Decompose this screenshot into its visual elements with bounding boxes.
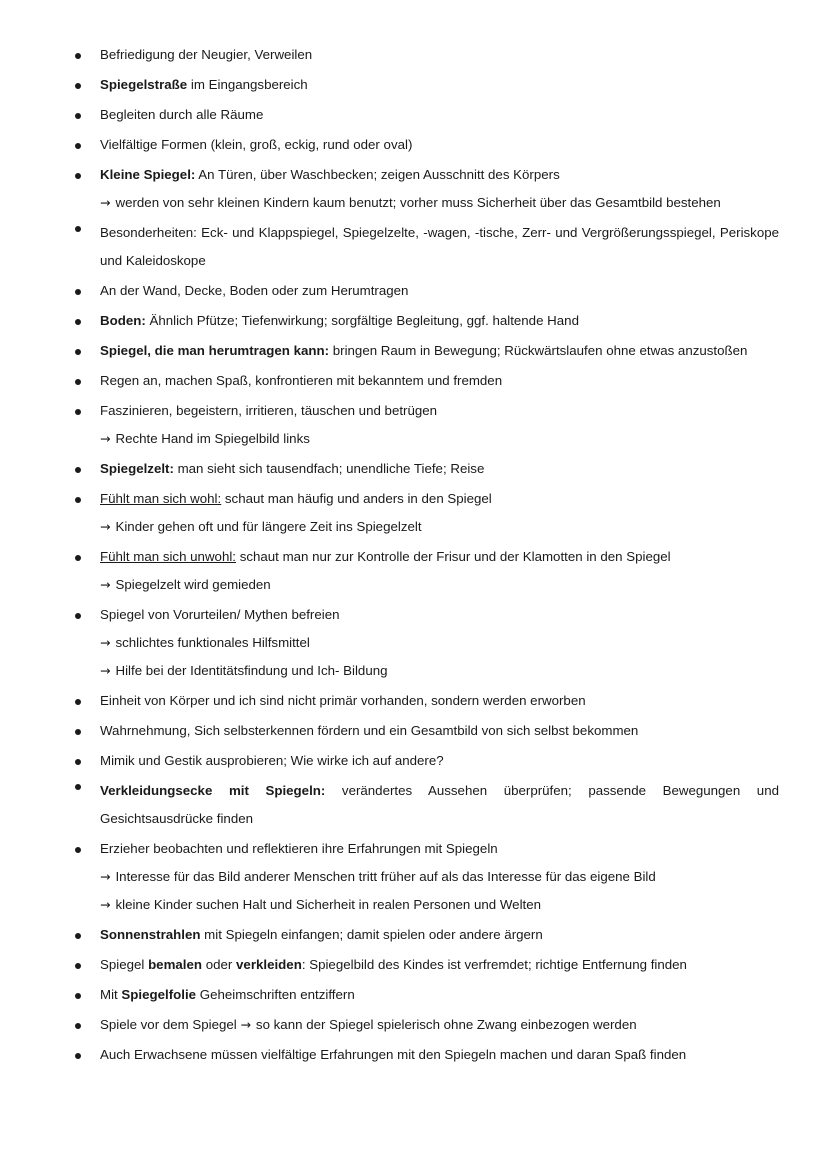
list-item [0, 136, 828, 154]
bullet-icon [75, 226, 81, 232]
list-item [0, 1016, 828, 1034]
arrow-icon: → [100, 897, 111, 912]
list-item-text [100, 956, 779, 974]
sub-item [100, 662, 779, 680]
bold-term: Spiegelfolie [121, 987, 197, 1002]
list-item-text [100, 372, 779, 390]
sub-item [100, 518, 779, 536]
text-segment: Erzieher beobachten und reflektieren ihre Erfahrungen mit Spiegeln [100, 841, 498, 856]
text-segment: Spiele vor dem Spiegel [100, 1017, 241, 1032]
list-item [0, 282, 828, 300]
list-item-text [100, 219, 779, 275]
bullet-icon [75, 847, 81, 853]
list-item [0, 777, 828, 833]
list-item [0, 956, 828, 974]
sub-item [100, 576, 779, 594]
list-item-text [100, 777, 779, 833]
arrow-icon: → [100, 195, 111, 210]
list-item-text [100, 548, 779, 566]
text-segment: Mimik und Gestik ausprobieren; Wie wirke ich auf andere? [100, 753, 444, 768]
bullet-icon [75, 784, 81, 790]
text-segment: Mit [100, 987, 122, 1002]
text-segment: im Eingangsbereich [187, 77, 308, 92]
list-item [0, 106, 828, 124]
list-item-text [100, 282, 779, 300]
list-item [0, 840, 828, 914]
list-item-text [100, 752, 779, 770]
text-segment: man sieht sich tausendfach; unendliche Tiefe; Reise [173, 461, 485, 476]
text-segment: Faszinieren, begeistern, irritieren, täuschen und betrügen [100, 403, 438, 418]
list-item-text [100, 402, 779, 420]
list-item [0, 606, 828, 680]
arrow-icon: → [100, 869, 111, 884]
text-segment: verändertes Aussehen überprüfen; passende Bewegungen und Gesichtsausdrücke finden [100, 783, 779, 826]
bullet-icon [75, 409, 81, 415]
list-item [0, 460, 828, 478]
bold-term: Spiegelzelt: [100, 461, 174, 476]
arrow-icon: → [240, 1017, 251, 1032]
sub-item-text: Spiegelzelt wird gemieden [115, 577, 271, 592]
list-item [0, 722, 828, 740]
text-segment: Begleiten durch alle Räume [100, 107, 264, 122]
sub-item-text: Hilfe bei der Identitätsfindung und Ich- Bildung [115, 663, 388, 678]
bullet-icon [75, 53, 81, 59]
list-item [0, 46, 828, 64]
text-segment: Spiegel von Vorurteilen/ Mythen befreien [100, 607, 340, 622]
text-segment: Spiegel [100, 957, 149, 972]
bold-term: Boden: [100, 313, 146, 328]
sub-item-text: Interesse für das Bild anderer Menschen tritt früher auf als das Interesse für das eigene Bild [115, 869, 656, 884]
bullet-icon [75, 379, 81, 385]
bullet-icon [75, 699, 81, 705]
bold-term: bemalen [148, 957, 203, 972]
list-item-text [100, 136, 779, 154]
list-item [0, 372, 828, 390]
sub-item [100, 634, 779, 652]
list-item [0, 402, 828, 448]
arrow-icon: → [100, 635, 111, 650]
bullet-icon [75, 993, 81, 999]
text-segment: : Spiegelbild des Kindes ist verfremdet; richtige Entfernung finden [301, 957, 687, 972]
list-item [0, 692, 828, 710]
sub-item-text: kleine Kinder suchen Halt und Sicherheit in realen Personen und Welten [115, 897, 542, 912]
list-item-text [100, 312, 779, 330]
bullet-icon [75, 555, 81, 561]
text-segment: Auch Erwachsene müssen vielfältige Erfahrungen mit den Spiegeln machen und daran Spaß finden [100, 1047, 687, 1062]
list-item-text [100, 840, 779, 858]
list-item [0, 76, 828, 94]
list-item [0, 752, 828, 770]
sub-item [100, 868, 779, 886]
list-item-text [100, 722, 779, 740]
list-item [0, 490, 828, 536]
text-segment: schaut man häufig und anders in den Spiegel [221, 491, 492, 506]
bullet-icon [75, 289, 81, 295]
bold-term: verkleiden [236, 957, 302, 972]
underlined-term: Fühlt man sich unwohl: [100, 549, 236, 564]
arrow-icon: → [100, 519, 111, 534]
bullet-icon [75, 1053, 81, 1059]
text-segment: schaut man nur zur Kontrolle der Frisur und der Klamotten in den Spiegel [236, 549, 671, 564]
list-item-text [100, 76, 779, 94]
sub-item [100, 896, 779, 914]
sub-item-text: Kinder gehen oft und für längere Zeit ins Spiegelzelt [115, 519, 422, 534]
bullet-icon [75, 729, 81, 735]
list-item-text [100, 926, 779, 944]
list-item-text [100, 106, 779, 124]
underlined-term: Fühlt man sich wohl: [100, 491, 222, 506]
bullet-list [0, 46, 828, 1076]
sub-item [100, 430, 779, 448]
text-segment: Ähnlich Pfütze; Tiefenwirkung; sorgfältige Begleitung, ggf. haltende Hand [145, 313, 579, 328]
bold-term: Spiegelstraße [100, 77, 188, 92]
bullet-icon [75, 613, 81, 619]
text-segment: Regen an, machen Spaß, konfrontieren mit bekanntem und fremden [100, 373, 503, 388]
bullet-icon [75, 349, 81, 355]
list-item [0, 166, 828, 212]
bullet-icon [75, 759, 81, 765]
list-item-text [100, 1016, 779, 1034]
list-item-text [100, 46, 779, 64]
arrow-icon: → [100, 577, 111, 592]
text-segment: An der Wand, Decke, Boden oder zum Herumtragen [100, 283, 409, 298]
sub-item-text: werden von sehr kleinen Kindern kaum benutzt; vorher muss Sicherheit über das Gesamtbild bestehen [115, 195, 721, 210]
text-segment: so kann der Spiegel spielerisch ohne Zwang einbezogen werden [255, 1017, 637, 1032]
bold-term: Verkleidungsecke mit Spiegeln: [100, 783, 326, 798]
bullet-icon [75, 933, 81, 939]
list-item-text [100, 460, 779, 478]
list-item-text [100, 606, 779, 624]
list-item-text [100, 986, 779, 1004]
list-item [0, 926, 828, 944]
list-item [0, 342, 828, 360]
text-segment: Vielfältige Formen (klein, groß, eckig, rund oder oval) [100, 137, 413, 152]
list-item [0, 548, 828, 594]
list-item-text [100, 166, 779, 184]
bullet-icon [75, 497, 81, 503]
text-segment: An Türen, über Waschbecken; zeigen Ausschnitt des Körpers [195, 167, 560, 182]
bullet-icon [75, 113, 81, 119]
list-item [0, 986, 828, 1004]
list-item [0, 1046, 828, 1064]
text-segment: Geheimschriften entziffern [196, 987, 355, 1002]
text-segment: mit Spiegeln einfangen; damit spielen oder andere ärgern [200, 927, 543, 942]
text-segment: Befriedigung der Neugier, Verweilen [100, 47, 313, 62]
sub-item-text: schlichtes funktionales Hilfsmittel [115, 635, 310, 650]
bold-term: Kleine Spiegel: [100, 167, 196, 182]
list-item-text [100, 692, 779, 710]
bullet-icon [75, 319, 81, 325]
list-item-text [100, 1046, 779, 1064]
text-segment: Wahrnehmung, Sich selbsterkennen fördern und ein Gesamtbild von sich selbst bekommen [100, 723, 639, 738]
bullet-icon [75, 1023, 81, 1029]
arrow-icon: → [100, 431, 111, 446]
arrow-icon: → [100, 663, 111, 678]
text-segment: Einheit von Körper und ich sind nicht primär vorhanden, sondern werden erworben [100, 693, 586, 708]
text-segment: Besonderheiten: Eck- und Klappspiegel, Spiegelzelte, -wagen, -tische, Zerr- und Vergrößerungsspiegel, Periskope und Kaleidoskope [100, 225, 779, 268]
text-segment: bringen Raum in Bewegung; Rückwärtslaufen ohne etwas anzustoßen [329, 343, 748, 358]
bold-term: Spiegel, die man herumtragen kann: [100, 343, 330, 358]
bullet-icon [75, 173, 81, 179]
list-item [0, 219, 828, 275]
bullet-icon [75, 467, 81, 473]
text-segment: oder [202, 957, 237, 972]
bullet-icon [75, 963, 81, 969]
sub-item [100, 194, 779, 212]
list-item-text [100, 490, 779, 508]
list-item [0, 312, 828, 330]
bold-term: Sonnenstrahlen [100, 927, 201, 942]
sub-item-text: Rechte Hand im Spiegelbild links [115, 431, 310, 446]
list-item-text [100, 342, 779, 360]
bullet-icon [75, 83, 81, 89]
bullet-icon [75, 143, 81, 149]
